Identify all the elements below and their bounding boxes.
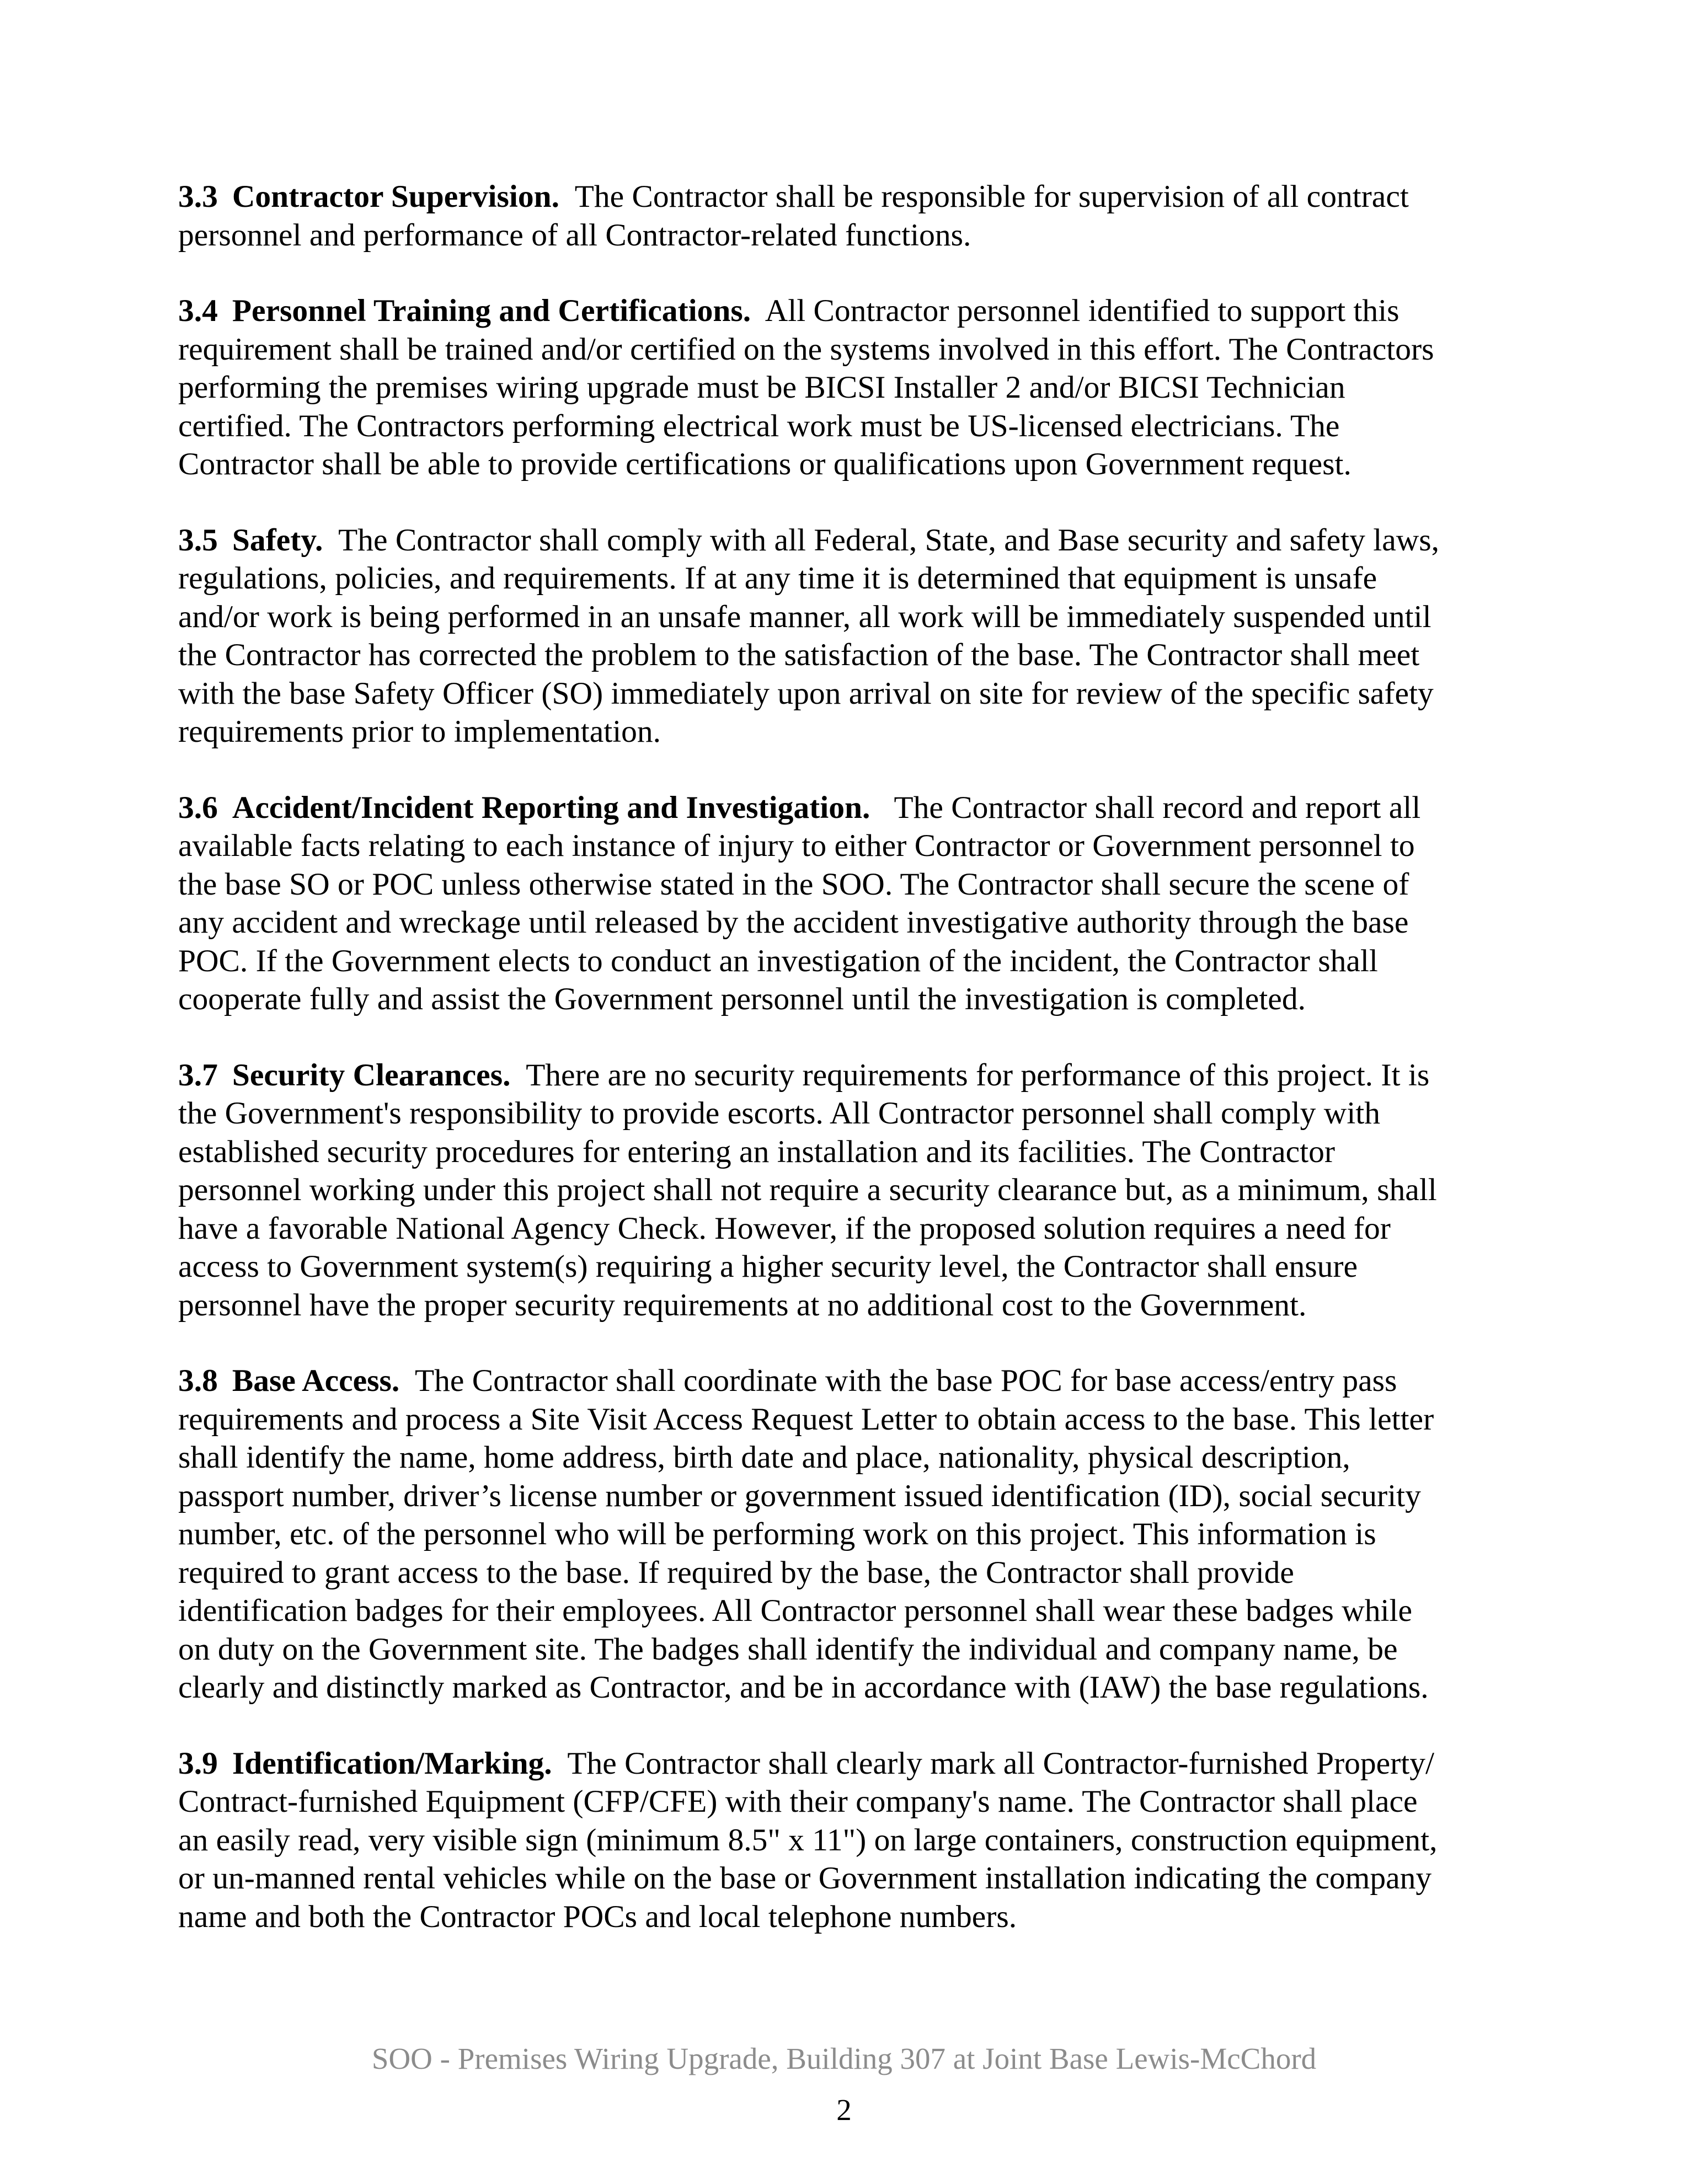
section-line: available facts relating to each instance of injury to either Contractor or Government personnel to <box>178 828 1415 863</box>
section-line: POC. If the Government elects to conduct an investigation of the incident, the Contractor shall <box>178 943 1378 978</box>
section-line: or un-manned rental vehicles while on the base or Government installation indicating the company <box>178 1861 1432 1896</box>
section-line: access to Government system(s) requiring a higher security level, the Contractor shall ensure <box>178 1249 1358 1284</box>
section-line: and/or work is being performed in an unsafe manner, all work will be immediately suspended until <box>178 599 1431 634</box>
section-heading: Identification/Marking. <box>232 1746 552 1781</box>
section-3-3 <box>178 178 1513 254</box>
section-number: 3.8 <box>178 1363 218 1398</box>
section-line: shall identify the name, home address, birth date and place, nationality, physical description, <box>178 1440 1350 1475</box>
section-heading: Personnel Training and Certifications. <box>232 293 751 328</box>
section-line: an easily read, very visible sign (minimum 8.5" x 11") on large containers, construction equipment, <box>178 1822 1438 1858</box>
section-3-7 <box>178 1056 1513 1325</box>
section-line: cooperate fully and assist the Government personnel until the investigation is completed. <box>178 982 1306 1016</box>
section-number: 3.3 <box>178 179 218 214</box>
section-line: on duty on the Government site. The badges shall identify the individual and company name, be <box>178 1631 1398 1667</box>
section-line: with the base Safety Officer (SO) immediately upon arrival on site for review of the specific safety <box>178 676 1434 711</box>
section-number: 3.4 <box>178 293 218 328</box>
section-line: requirement shall be trained and/or certified on the systems involved in this effort. The Contractors <box>178 331 1434 367</box>
footer-title: SOO - Premises Wiring Upgrade, Building 307 at Joint Base Lewis-McChord <box>371 2042 1317 2075</box>
section-line: the base SO or POC unless otherwise stated in the SOO. The Contractor shall secure the scene of <box>178 866 1409 902</box>
section-line: clearly and distinctly marked as Contractor, and be in accordance with (IAW) the base regulations. <box>178 1670 1429 1705</box>
section-line: The Contractor shall be responsible for supervision of all contract <box>574 179 1409 214</box>
section-heading: Safety. <box>232 522 323 558</box>
section-line: The Contractor shall record and report all <box>894 790 1421 825</box>
section-heading: Security Clearances. <box>232 1057 511 1093</box>
section-line: The Contractor shall clearly mark all Contractor-furnished Property/ <box>567 1746 1434 1781</box>
section-line: the Government's responsibility to provide escorts. All Contractor personnel shall comply with <box>178 1096 1381 1131</box>
section-3-5 <box>178 521 1513 751</box>
document-body <box>178 178 1513 1973</box>
section-line: name and both the Contractor POCs and local telephone numbers. <box>178 1899 1017 1934</box>
section-line: Contractor shall be able to provide certifications or qualifications upon Government request. <box>178 447 1352 481</box>
section-line: requirements prior to implementation. <box>178 714 661 749</box>
section-3-4 <box>178 292 1513 484</box>
section-line: The Contractor shall coordinate with the base POC for base access/entry pass <box>415 1363 1397 1398</box>
section-heading: Contractor Supervision. <box>232 179 559 214</box>
section-3-9 <box>178 1744 1513 1936</box>
section-3-8 <box>178 1362 1513 1707</box>
section-3-6 <box>178 789 1513 1019</box>
section-heading: Accident/Incident Reporting and Investigation. <box>232 790 870 825</box>
section-line: regulations, policies, and requirements. If at any time it is determined that equipment is unsafe <box>178 561 1377 596</box>
section-heading: Base Access. <box>232 1363 400 1398</box>
section-line: have a favorable National Agency Check. However, if the proposed solution requires a need for <box>178 1211 1391 1246</box>
section-number: 3.9 <box>178 1746 218 1781</box>
section-line: certified. The Contractors performing electrical work must be US-licensed electricians. The <box>178 408 1340 443</box>
section-line: The Contractor shall comply with all Federal, State, and Base security and safety laws, <box>338 522 1440 558</box>
section-line: Contract-furnished Equipment (CFP/CFE) with their company's name. The Contractor shall place <box>178 1784 1418 1819</box>
section-line: personnel working under this project shall not require a security clearance but, as a minimum, shall <box>178 1173 1437 1207</box>
section-number: 3.7 <box>178 1057 218 1093</box>
section-line: passport number, driver’s license number or government issued identification (ID), social security <box>178 1478 1421 1513</box>
section-line: number, etc. of the personnel who will be performing work on this project. This information is <box>178 1517 1376 1551</box>
page-number: 2 <box>836 2093 852 2127</box>
section-line: identification badges for their employees. All Contractor personnel shall wear these badges while <box>178 1593 1413 1628</box>
section-line: established security procedures for entering an installation and its facilities. The Contractor <box>178 1134 1336 1169</box>
section-line: personnel and performance of all Contractor-related functions. <box>178 217 971 253</box>
section-line: personnel have the proper security requirements at no additional cost to the Government. <box>178 1287 1307 1323</box>
section-line: the Contractor has corrected the problem to the satisfaction of the base. The Contractor shall meet <box>178 638 1420 672</box>
section-number: 3.5 <box>178 522 218 558</box>
section-number: 3.6 <box>178 790 218 825</box>
section-line: performing the premises wiring upgrade must be BICSI Installer 2 and/or BICSI Technician <box>178 370 1345 405</box>
section-line: required to grant access to the base. If required by the base, the Contractor shall provide <box>178 1555 1294 1590</box>
section-line: All Contractor personnel identified to support this <box>765 293 1399 328</box>
section-line: There are no security requirements for performance of this project. It is <box>526 1057 1430 1093</box>
section-line: requirements and process a Site Visit Access Request Letter to obtain access to the base. This letter <box>178 1401 1434 1437</box>
section-line: any accident and wreckage until released by the accident investigative authority through the base <box>178 905 1409 940</box>
